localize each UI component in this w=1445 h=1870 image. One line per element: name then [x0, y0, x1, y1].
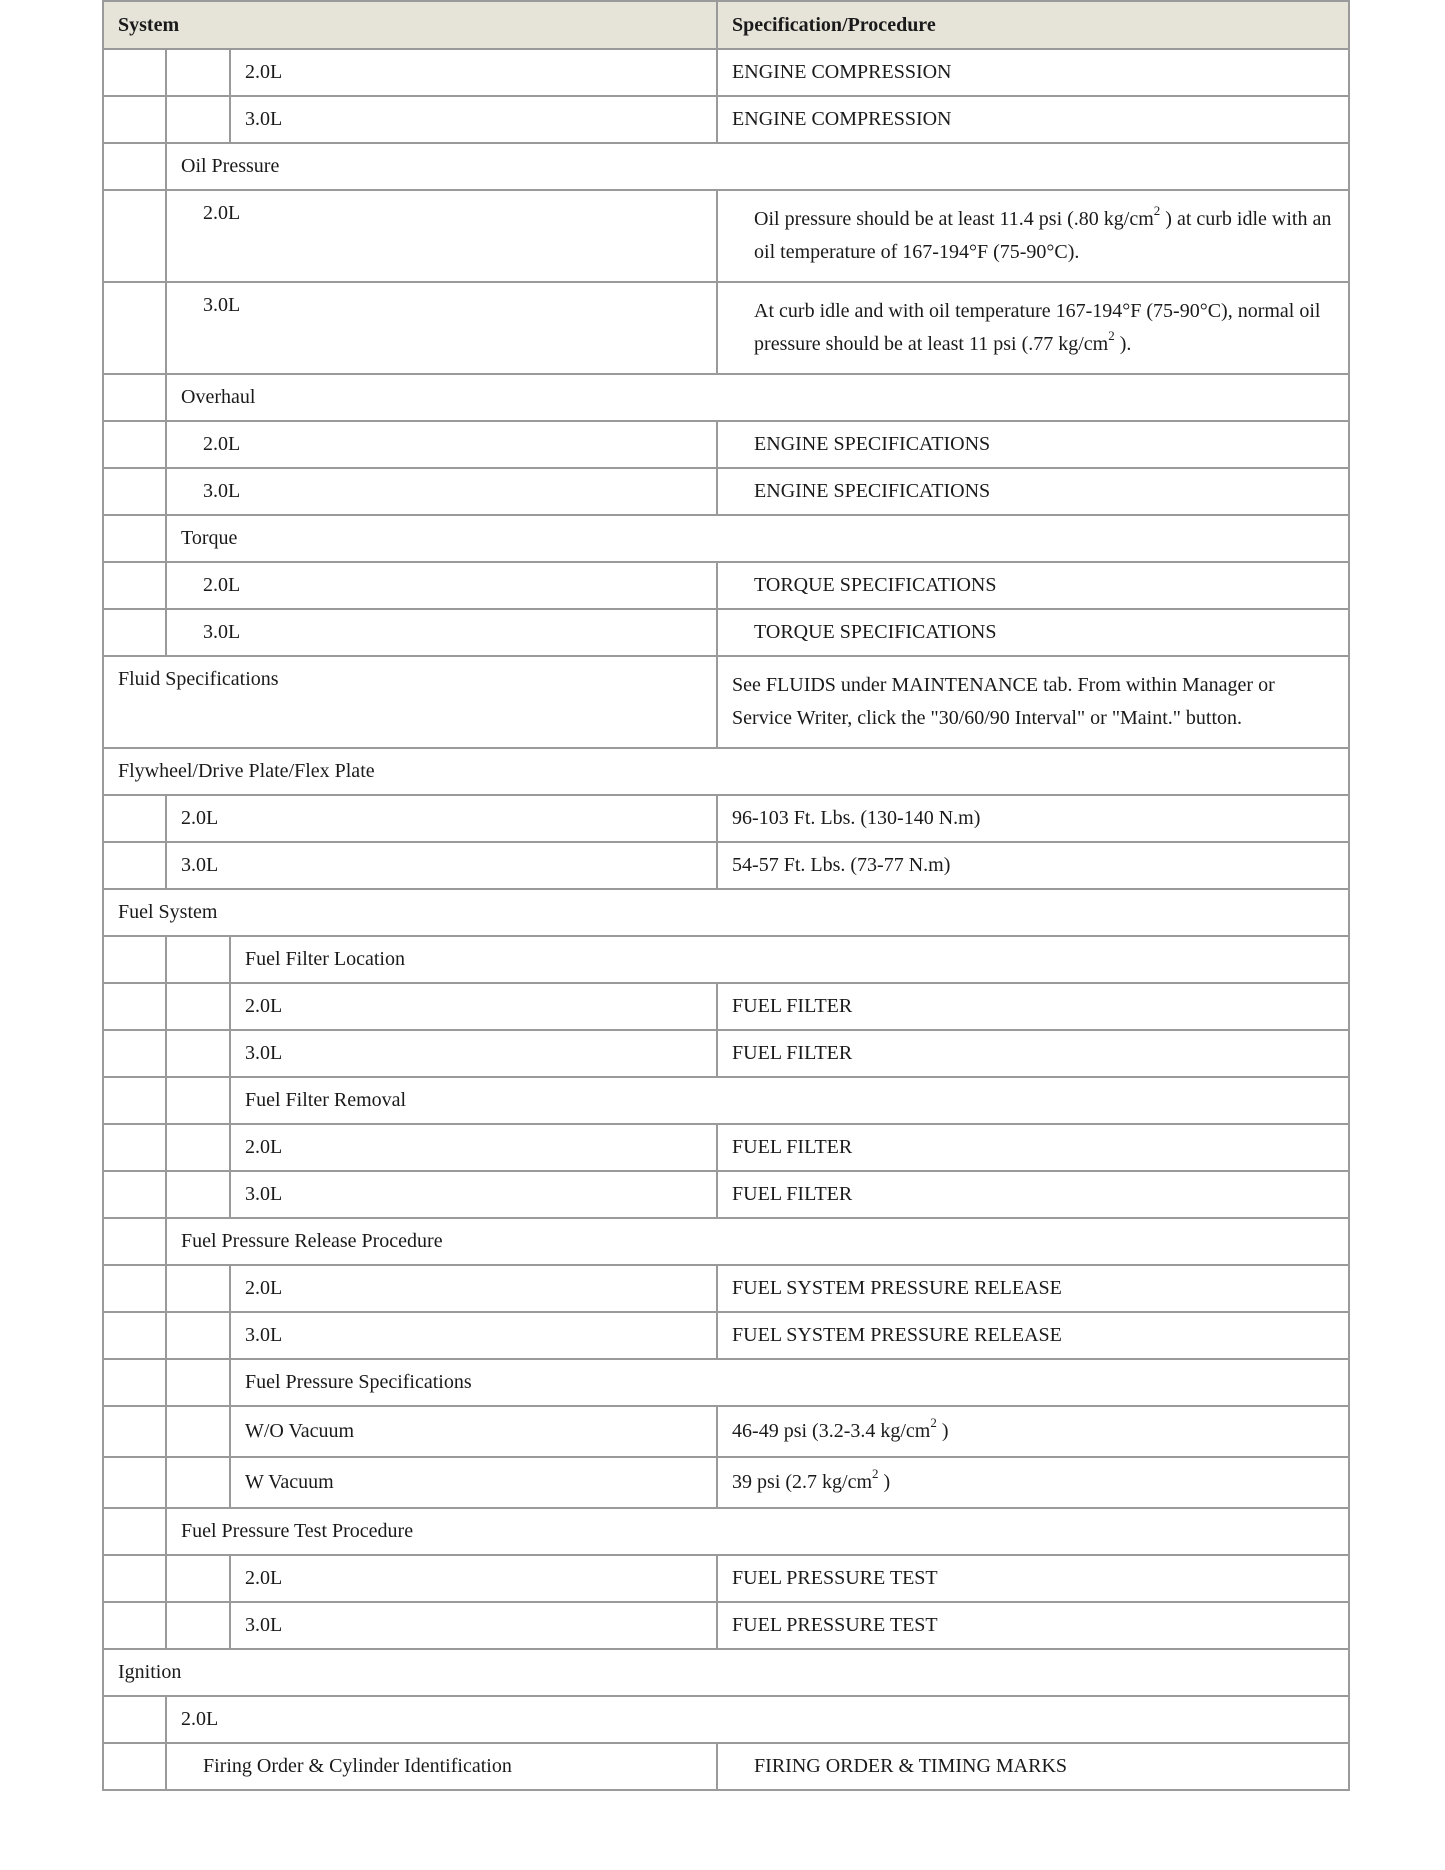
indent-cell [103, 515, 166, 562]
indent-cell [103, 795, 166, 842]
table-group-row [103, 374, 1349, 421]
indent-cell [166, 1077, 230, 1124]
table-row [103, 1555, 1349, 1602]
table-row [103, 421, 1349, 468]
group-label: Fuel Pressure Specifications [230, 1359, 1349, 1406]
indent-cell [166, 1359, 230, 1406]
system-label: 2.0L [166, 562, 717, 609]
system-label: Fluid Specifications [103, 656, 717, 748]
system-label: 2.0L [230, 1124, 717, 1171]
indent-cell [103, 1743, 166, 1790]
system-label: 2.0L [230, 1265, 717, 1312]
table-row [103, 468, 1349, 515]
system-label: W Vacuum [230, 1457, 717, 1508]
indent-cell [166, 96, 230, 143]
indent-cell [103, 143, 166, 190]
indent-cell [103, 936, 166, 983]
superscript: 2 [1153, 203, 1161, 219]
specification-value: FUEL FILTER [717, 1124, 1349, 1171]
specification-value: ENGINE SPECIFICATIONS [717, 421, 1349, 468]
superscript: 2 [930, 1415, 937, 1431]
indent-cell [166, 1312, 230, 1359]
specification-value: FIRING ORDER & TIMING MARKS [717, 1743, 1349, 1790]
specification-value: 54-57 Ft. Lbs. (73-77 N.m) [717, 842, 1349, 889]
indent-cell [166, 1124, 230, 1171]
indent-cell [103, 842, 166, 889]
system-label: 2.0L [166, 421, 717, 468]
system-label: 3.0L [166, 282, 717, 374]
table-row [103, 609, 1349, 656]
specification-value: FUEL FILTER [717, 1030, 1349, 1077]
specification-value: FUEL PRESSURE TEST [717, 1555, 1349, 1602]
specification-value: TORQUE SPECIFICATIONS [717, 562, 1349, 609]
system-label: 3.0L [230, 1602, 717, 1649]
indent-cell [103, 374, 166, 421]
indent-cell [166, 936, 230, 983]
table-row [103, 190, 1349, 282]
indent-cell [166, 983, 230, 1030]
system-label: 2.0L [166, 190, 717, 282]
system-label: 3.0L [166, 609, 717, 656]
group-label: 2.0L [166, 1696, 1349, 1743]
table-group-row [103, 1359, 1349, 1406]
indent-cell [166, 1265, 230, 1312]
value-text: ) [936, 1420, 949, 1442]
system-label: 2.0L [230, 983, 717, 1030]
indent-cell [166, 1171, 230, 1218]
specification-value: FUEL FILTER [717, 983, 1349, 1030]
table-row [103, 1743, 1349, 1790]
group-label: Ignition [103, 1649, 1349, 1696]
table-body [103, 49, 1349, 1790]
system-label: 3.0L [230, 1030, 717, 1077]
table-row [103, 562, 1349, 609]
indent-cell [103, 190, 166, 282]
table-group-row [103, 1218, 1349, 1265]
table-row [103, 983, 1349, 1030]
table-group-row [103, 1649, 1349, 1696]
indent-cell [103, 1457, 166, 1508]
group-label: Fuel Filter Removal [230, 1077, 1349, 1124]
indent-cell [103, 49, 166, 96]
table-group-row [103, 1077, 1349, 1124]
group-label: Fuel System [103, 889, 1349, 936]
system-label: 2.0L [230, 1555, 717, 1602]
specification-value: FUEL PRESSURE TEST [717, 1602, 1349, 1649]
table-group-row [103, 889, 1349, 936]
indent-cell [103, 1312, 166, 1359]
specification-value: ENGINE COMPRESSION [717, 96, 1349, 143]
specification-value [717, 1457, 1349, 1508]
indent-cell [103, 468, 166, 515]
table-row [103, 1030, 1349, 1077]
system-label: W/O Vacuum [230, 1406, 717, 1457]
table-row [103, 1265, 1349, 1312]
group-label: Fuel Pressure Test Procedure [166, 1508, 1349, 1555]
value-text: At curb idle and with oil temperature 167-194°F (75-90°C), normal oil pressure should be at least 11 psi (.77 kg/cm [754, 300, 1321, 355]
indent-cell [103, 562, 166, 609]
system-label: 3.0L [230, 1312, 717, 1359]
specification-value [717, 190, 1349, 282]
table-group-row [103, 748, 1349, 795]
header-row [103, 1, 1349, 49]
indent-cell [166, 49, 230, 96]
value-text: ) [878, 1471, 891, 1493]
superscript: 2 [1108, 328, 1115, 344]
table-row [103, 1124, 1349, 1171]
specification-value: See FLUIDS under MAINTENANCE tab. From within Manager or Service Writer, click the "30/60/90 Interval" or "Maint." button. [717, 656, 1349, 748]
value-text: 46-49 psi (3.2-3.4 kg/cm [732, 1420, 931, 1442]
indent-cell [103, 282, 166, 374]
group-label: Oil Pressure [166, 143, 1349, 190]
indent-cell [103, 983, 166, 1030]
system-column-header: System [103, 1, 717, 49]
indent-cell [103, 1602, 166, 1649]
system-label: 2.0L [230, 49, 717, 96]
system-label: 3.0L [166, 468, 717, 515]
table-row [103, 795, 1349, 842]
table-row [103, 1457, 1349, 1508]
specification-value [717, 1406, 1349, 1457]
table-row [103, 282, 1349, 374]
table-row [103, 49, 1349, 96]
specification-value: FUEL SYSTEM PRESSURE RELEASE [717, 1312, 1349, 1359]
system-label: 3.0L [230, 96, 717, 143]
table-row [103, 96, 1349, 143]
system-label: 3.0L [230, 1171, 717, 1218]
indent-cell [103, 609, 166, 656]
system-label: 3.0L [166, 842, 717, 889]
indent-cell [103, 1077, 166, 1124]
system-label: Firing Order & Cylinder Identification [166, 1743, 717, 1790]
indent-cell [103, 1171, 166, 1218]
table-group-row [103, 936, 1349, 983]
table-row [103, 1171, 1349, 1218]
group-label: Fuel Filter Location [230, 936, 1349, 983]
indent-cell [103, 1359, 166, 1406]
table-group-row [103, 1696, 1349, 1743]
indent-cell [103, 1218, 166, 1265]
group-label: Overhaul [166, 374, 1349, 421]
table-header [103, 1, 1349, 49]
specification-value: FUEL SYSTEM PRESSURE RELEASE [717, 1265, 1349, 1312]
table-row [103, 1602, 1349, 1649]
indent-cell [103, 1696, 166, 1743]
value-text: 39 psi (2.7 kg/cm [732, 1471, 873, 1493]
table-group-row [103, 143, 1349, 190]
specification-table [102, 0, 1350, 1791]
indent-cell [166, 1030, 230, 1077]
specification-column-header: Specification/Procedure [717, 1, 1349, 49]
indent-cell [103, 1406, 166, 1457]
indent-cell [103, 1124, 166, 1171]
specification-value: 96-103 Ft. Lbs. (130-140 N.m) [717, 795, 1349, 842]
table-row [103, 1312, 1349, 1359]
specification-value: ENGINE COMPRESSION [717, 49, 1349, 96]
indent-cell [103, 1555, 166, 1602]
table-group-row [103, 1508, 1349, 1555]
indent-cell [103, 1508, 166, 1555]
value-text: ) at curb idle with an oil temperature of 167-194°F (75-90°C). [754, 208, 1332, 263]
group-label: Torque [166, 515, 1349, 562]
indent-cell [166, 1602, 230, 1649]
group-label: Fuel Pressure Release Procedure [166, 1218, 1349, 1265]
indent-cell [166, 1457, 230, 1508]
table-row [103, 1406, 1349, 1457]
indent-cell [103, 421, 166, 468]
indent-cell [103, 1030, 166, 1077]
indent-cell [103, 1265, 166, 1312]
specification-value [717, 282, 1349, 374]
indent-cell [166, 1555, 230, 1602]
indent-cell [103, 96, 166, 143]
specification-value: FUEL FILTER [717, 1171, 1349, 1218]
system-label: 2.0L [166, 795, 717, 842]
indent-cell [166, 1406, 230, 1457]
group-label: Flywheel/Drive Plate/Flex Plate [103, 748, 1349, 795]
superscript: 2 [872, 1466, 879, 1482]
table-group-row [103, 515, 1349, 562]
specification-value: TORQUE SPECIFICATIONS [717, 609, 1349, 656]
value-text: Oil pressure should be at least 11.4 psi (.80 kg/cm [754, 208, 1154, 230]
table-row [103, 842, 1349, 889]
specification-value: ENGINE SPECIFICATIONS [717, 468, 1349, 515]
table-row [103, 656, 1349, 748]
value-text: ). [1114, 333, 1132, 355]
